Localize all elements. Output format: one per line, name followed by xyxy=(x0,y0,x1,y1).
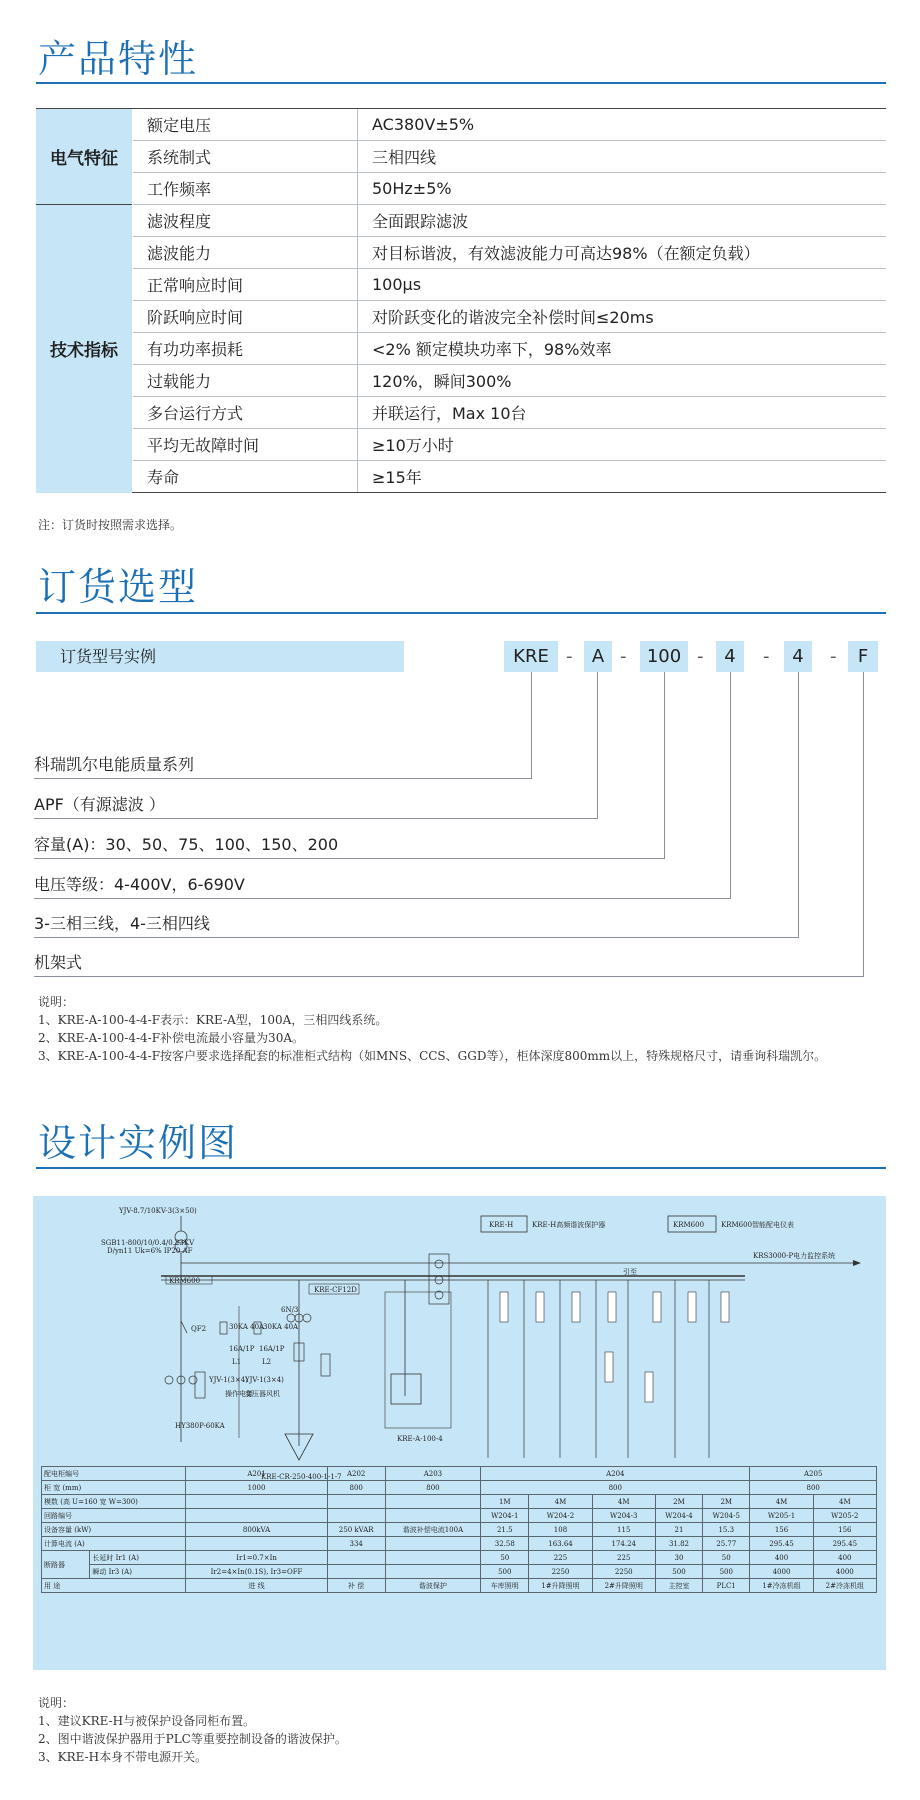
module-cell: 4M xyxy=(592,1495,655,1509)
order-model-label-text: 订货型号实例 xyxy=(60,647,157,666)
code-capacity: 100 xyxy=(640,641,688,672)
spec-name: 有功功率损耗 xyxy=(133,333,358,365)
connector-line xyxy=(34,898,731,899)
spec-value: ≥10万小时 xyxy=(358,429,887,461)
current-cell: 25.77 xyxy=(703,1537,750,1551)
spec-category: 技术指标 xyxy=(36,205,133,493)
ir-cell: 500 xyxy=(481,1565,529,1579)
circuit-cell: W204-3 xyxy=(592,1509,655,1523)
code-type: A xyxy=(584,641,612,672)
l1-label: L1 xyxy=(232,1358,242,1366)
ir-cell: 4000 xyxy=(813,1565,876,1579)
use-cell: 谐波保护 xyxy=(385,1579,481,1593)
mcb2-label: 16A/1P xyxy=(259,1345,285,1353)
current-cell: 295.45 xyxy=(813,1537,876,1551)
spec-name: 滤波程度 xyxy=(133,205,358,237)
ir-cell: 400 xyxy=(750,1551,813,1565)
width-cell: 800 xyxy=(481,1481,750,1495)
cell xyxy=(385,1509,481,1523)
table-row xyxy=(42,1579,877,1593)
cr-label: KRE-CR-250-400-1-1-7 xyxy=(261,1473,342,1481)
apf-module-icon xyxy=(391,1374,421,1404)
arrow-icon xyxy=(853,1260,861,1266)
spec-name: 系统制式 xyxy=(133,141,358,173)
row-header: 回路编号 xyxy=(42,1509,186,1523)
connector-line xyxy=(798,672,799,937)
spec-value: 120%，瞬间300% xyxy=(358,365,887,397)
code-form: F xyxy=(848,641,878,672)
spec-row xyxy=(36,141,886,173)
design-rule xyxy=(36,1167,886,1169)
apf-label: KRE-A-100-4 xyxy=(397,1435,443,1443)
apf-ct-box xyxy=(429,1254,449,1304)
ct-icon xyxy=(287,1314,295,1322)
ir-cell: 30 xyxy=(655,1551,702,1565)
capacity-cell: 250 kVAR xyxy=(327,1523,385,1537)
row-header: 用 途 xyxy=(42,1579,186,1593)
spec-row xyxy=(36,205,886,237)
cable3-label: YJV-1(3×4) xyxy=(245,1376,284,1384)
current-cell: 31.82 xyxy=(655,1537,702,1551)
circuit-cell: W204-5 xyxy=(703,1509,750,1523)
design-note-line: 2、图中谐波保护器用于PLC等重要控制设备的谐波保护。 xyxy=(38,1732,347,1746)
design-note-line: 说明： xyxy=(38,1696,75,1710)
code-dash: - xyxy=(763,646,770,667)
row-header: 柜 宽 (mm) xyxy=(42,1481,186,1495)
connector-line xyxy=(664,672,665,858)
option-voltage: 电压等级：4-400V，6-690V xyxy=(34,875,245,894)
krm-meter-box xyxy=(500,1292,508,1322)
current-cell: 295.45 xyxy=(750,1537,813,1551)
feeder-group xyxy=(488,1280,709,1458)
connector-line xyxy=(34,937,799,938)
connector-line xyxy=(34,858,665,859)
ct-icon xyxy=(189,1376,197,1384)
ir-cell: 2250 xyxy=(592,1565,655,1579)
connector-line xyxy=(730,672,731,898)
spec-category: 电气特征 xyxy=(36,109,133,205)
cabinet-cell: A204 xyxy=(481,1467,750,1481)
spec-name: 额定电压 xyxy=(133,109,358,141)
order-note-line: 1、KRE-A-100-4-4-F表示：KRE-A型，100A，三相四线系统。 xyxy=(38,1013,388,1027)
spec-value: 100μs xyxy=(358,269,887,301)
row-header: 模数 (高 U=160 宽 W=300) xyxy=(42,1495,186,1509)
option-wire: 3-三相三线，4-三相四线 xyxy=(34,914,210,933)
spec-name: 多台运行方式 xyxy=(133,397,358,429)
kreh-device-box xyxy=(605,1352,613,1382)
spec-name: 阶跃响应时间 xyxy=(133,301,358,333)
order-title: 订货选型 xyxy=(38,565,199,609)
module-cell: 1M xyxy=(481,1495,529,1509)
spec-value: AC380V±5% xyxy=(358,109,887,141)
spec-value: 对目标谐波，有效滤波能力可高达98%（在额定负载） xyxy=(358,237,887,269)
cell xyxy=(385,1565,481,1579)
capacity-cell: 156 xyxy=(750,1523,813,1537)
cell xyxy=(327,1495,385,1509)
connector-line xyxy=(531,672,532,778)
design-note-line: 1、建议KRE-H与被保护设备同柜布置。 xyxy=(38,1714,256,1728)
ir-cell: 50 xyxy=(703,1551,750,1565)
ir-cell: 500 xyxy=(655,1565,702,1579)
ir-cell: 500 xyxy=(703,1565,750,1579)
spec-row xyxy=(36,301,886,333)
apf-outline xyxy=(385,1292,451,1428)
legend-kreh-text: KRE-H高频谐波保护器 xyxy=(532,1221,606,1229)
ct-icon xyxy=(435,1260,443,1268)
table-row xyxy=(42,1523,877,1537)
option-form: 机架式 xyxy=(34,953,83,972)
current-cell: 163.64 xyxy=(529,1537,592,1551)
connector-line xyxy=(34,778,532,779)
row-header: 设备容量 (kW) xyxy=(42,1523,186,1537)
width-cell: 1000 xyxy=(186,1481,327,1495)
order-note-line: 说明： xyxy=(38,995,75,1009)
connector-line xyxy=(597,672,598,818)
code-series: KRE xyxy=(504,641,558,672)
spec-row xyxy=(36,461,886,493)
krm-meter-box xyxy=(721,1292,729,1322)
ir-cell: Ir1=0.7×In xyxy=(186,1551,327,1565)
table-row xyxy=(42,1565,877,1579)
l2-label: L2 xyxy=(262,1358,272,1366)
order-model-label xyxy=(36,641,404,672)
spec-row xyxy=(36,365,886,397)
hy-label: HY380P-60KA xyxy=(175,1422,225,1430)
cell xyxy=(186,1509,327,1523)
qf2-label: QF2 xyxy=(191,1325,207,1333)
meter-icon xyxy=(195,1372,205,1398)
spec-value: <2% 额定模块功率下，98%效率 xyxy=(358,333,887,365)
circuit-cell: W204-4 xyxy=(655,1509,702,1523)
code-dash: - xyxy=(566,646,573,667)
cell xyxy=(327,1551,385,1565)
option-capacity: 容量(A)：30、50、75、100、150、200 xyxy=(34,835,339,854)
module-cell: 4M xyxy=(750,1495,813,1509)
cell xyxy=(385,1537,481,1551)
design-note-line: 3、KRE-H本身不带电源开关。 xyxy=(38,1750,208,1764)
current-cell: 174.24 xyxy=(592,1537,655,1551)
zhu-label: 引至 xyxy=(623,1268,637,1276)
krm-meter-box xyxy=(536,1292,544,1322)
use-cell: PLC1 xyxy=(703,1579,750,1593)
table-row xyxy=(42,1537,877,1551)
module-cell: 4M xyxy=(813,1495,876,1509)
capacity-cell: 115 xyxy=(592,1523,655,1537)
ir-cell: 400 xyxy=(813,1551,876,1565)
code-dash: - xyxy=(830,646,837,667)
cell xyxy=(327,1509,385,1523)
spec-name: 过载能力 xyxy=(133,365,358,397)
module-cell: 2M xyxy=(655,1495,702,1509)
code-voltage: 4 xyxy=(716,641,744,672)
use-cell: 主控室 xyxy=(655,1579,702,1593)
spec-name: 平均无故障时间 xyxy=(133,429,358,461)
krm-meter-box xyxy=(572,1292,580,1322)
spec-value: ≥15年 xyxy=(358,461,887,493)
transformer-label-2: D/yn11 Uk=6% IP20 AF xyxy=(107,1247,193,1255)
wiring-diagram-svg xyxy=(33,1196,886,1670)
design-title: 设计实例图 xyxy=(38,1121,239,1165)
power-label: 操作电源 xyxy=(225,1390,253,1398)
spec-value: 50Hz±5% xyxy=(358,173,887,205)
row-header: 长延时 Ir1 (A) xyxy=(90,1551,186,1565)
legend-krm-text: KRM600智能配电仪表 xyxy=(721,1221,795,1229)
switch-icon xyxy=(181,1321,187,1333)
cell xyxy=(186,1537,327,1551)
spec-value: 三相四线 xyxy=(358,141,887,173)
circuit-cell: W204-1 xyxy=(481,1509,529,1523)
capacity-cell: 108 xyxy=(529,1523,592,1537)
capacity-cell: 21 xyxy=(655,1523,702,1537)
spec-value: 对阶跃变化的谐波完全补偿时间≤20ms xyxy=(358,301,887,333)
spec-row xyxy=(36,397,886,429)
current-cell: 32.58 xyxy=(481,1537,529,1551)
table-row xyxy=(42,1495,877,1509)
cell xyxy=(385,1551,481,1565)
current-cell: 334 xyxy=(327,1537,385,1551)
ct-icon xyxy=(303,1314,311,1322)
ir-cell: 225 xyxy=(529,1551,592,1565)
table-row xyxy=(42,1509,877,1523)
krm-meter-box xyxy=(688,1292,696,1322)
ir-cell: 225 xyxy=(592,1551,655,1565)
kreh-device-box xyxy=(645,1372,653,1402)
cabinet-table xyxy=(41,1466,877,1593)
connector-line xyxy=(34,976,864,977)
row-header: 配电柜编号 xyxy=(42,1467,186,1481)
use-cell: 补 偿 xyxy=(327,1579,385,1593)
code-wire: 4 xyxy=(784,641,812,672)
code-dash: - xyxy=(620,646,627,667)
ir-cell: 2250 xyxy=(529,1565,592,1579)
features-title: 产品特性 xyxy=(38,37,199,81)
capacity-cell: 156 xyxy=(813,1523,876,1537)
monitor-label: KRS3000-P电力监控系统 xyxy=(753,1252,836,1260)
circuit-cell: W204-2 xyxy=(529,1509,592,1523)
spec-name: 寿命 xyxy=(133,461,358,493)
arrester-icon xyxy=(321,1354,330,1376)
capacity-cell: 谐波补偿电流100A xyxy=(385,1523,481,1537)
krm-meter-box xyxy=(653,1292,661,1322)
ir-cell: 4000 xyxy=(750,1565,813,1579)
connector-line xyxy=(863,672,864,976)
cabinet-cell: A205 xyxy=(750,1467,877,1481)
spec-row xyxy=(36,429,886,461)
row-header: 计算电流 (A) xyxy=(42,1537,186,1551)
circuit-cell: W205-1 xyxy=(750,1509,813,1523)
cell xyxy=(327,1565,385,1579)
spec-row xyxy=(36,109,886,141)
order-notes xyxy=(38,993,826,1065)
spec-row xyxy=(36,173,886,205)
cabinet-cell: A202 xyxy=(327,1467,385,1481)
circuit-cell: W205-2 xyxy=(813,1509,876,1523)
ir-cell: 50 xyxy=(481,1551,529,1565)
fuse-icon xyxy=(220,1322,227,1334)
cell xyxy=(385,1495,481,1509)
capacity-cell: 15.3 xyxy=(703,1523,750,1537)
spec-name: 正常响应时间 xyxy=(133,269,358,301)
order-rule xyxy=(36,612,886,614)
spec-table xyxy=(36,108,886,493)
module-cell: 4M xyxy=(529,1495,592,1509)
cable2-label: YJV-1(3×4) xyxy=(209,1376,248,1384)
width-cell: 800 xyxy=(385,1481,481,1495)
spec-row xyxy=(36,333,886,365)
features-rule xyxy=(36,82,886,84)
spec-value: 并联运行，Max 10台 xyxy=(358,397,887,429)
capacity-cell: 21.5 xyxy=(481,1523,529,1537)
design-notes xyxy=(38,1694,347,1766)
sn-label: 6N/3 xyxy=(281,1306,299,1314)
spec-row xyxy=(36,269,886,301)
spec-name: 工作频率 xyxy=(133,173,358,205)
cell xyxy=(186,1495,327,1509)
fuse1-label: 30KA 40A xyxy=(229,1323,265,1331)
width-cell: 800 xyxy=(327,1481,385,1495)
table-row xyxy=(42,1481,877,1495)
connector-line xyxy=(34,818,598,819)
spec-note: 注：订货时按照需求选择。 xyxy=(38,518,183,532)
breaker-header: 断路器 xyxy=(42,1551,90,1579)
table-row xyxy=(42,1467,877,1481)
use-cell: 1#冷冻机组 xyxy=(750,1579,813,1593)
row-header: 瞬动 Ir3 (A) xyxy=(90,1565,186,1579)
krm-meter-box xyxy=(608,1292,616,1322)
capacity-cell: 800kVA xyxy=(186,1523,327,1537)
spec-value: 全面跟踪滤波 xyxy=(358,205,887,237)
table-row xyxy=(42,1551,877,1565)
order-note-line: 2、KRE-A-100-4-4-F补偿电流最小容量为30A。 xyxy=(38,1031,304,1045)
cable-label: YJV-8.7/10KV-3(3×50) xyxy=(119,1207,197,1215)
module-cell: 2M xyxy=(703,1495,750,1509)
krm-small-label: KRM600 xyxy=(169,1277,201,1285)
cabinet-cell: A201 xyxy=(186,1467,327,1481)
use-cell: 进 线 xyxy=(186,1579,327,1593)
kreh-small-label: KRE-CF12D xyxy=(314,1286,357,1294)
use-cell: 1#升降照明 xyxy=(529,1579,592,1593)
use-cell: 2#冷冻机组 xyxy=(813,1579,876,1593)
ir-cell: Ir2=4×In(0.1S), Ir3=OFF xyxy=(186,1565,327,1579)
option-series: 科瑞凯尔电能质量系列 xyxy=(34,755,195,774)
spec-row xyxy=(36,237,886,269)
legend-kreh-label: KRE-H xyxy=(489,1221,514,1229)
ct-icon xyxy=(165,1376,173,1384)
use-cell: 车库照明 xyxy=(481,1579,529,1593)
use-cell: 2#升降照明 xyxy=(592,1579,655,1593)
spec-name: 滤波能力 xyxy=(133,237,358,269)
fuse2-label: 30KA 40A xyxy=(263,1323,299,1331)
width-cell: 800 xyxy=(750,1481,877,1495)
wiring-diagram xyxy=(33,1196,886,1670)
cabinet-cell: A203 xyxy=(385,1467,481,1481)
fan-label: 变压器风机 xyxy=(245,1390,280,1398)
legend-krm-label: KRM600 xyxy=(673,1221,705,1229)
code-dash: - xyxy=(697,646,704,667)
transformer-label: SGB11-800/10/0.4/0.23KV xyxy=(101,1239,195,1247)
mcb1-label: 16A/1P xyxy=(229,1345,255,1353)
option-type: APF（有源滤波 ） xyxy=(34,795,165,814)
order-note-line: 3、KRE-A-100-4-4-F按客户要求选择配套的标准柜式结构（如MNS、CCS、GGD等），柜体深度800mm以上，特殊规格尺寸，请垂询科瑞凯尔。 xyxy=(38,1049,827,1063)
